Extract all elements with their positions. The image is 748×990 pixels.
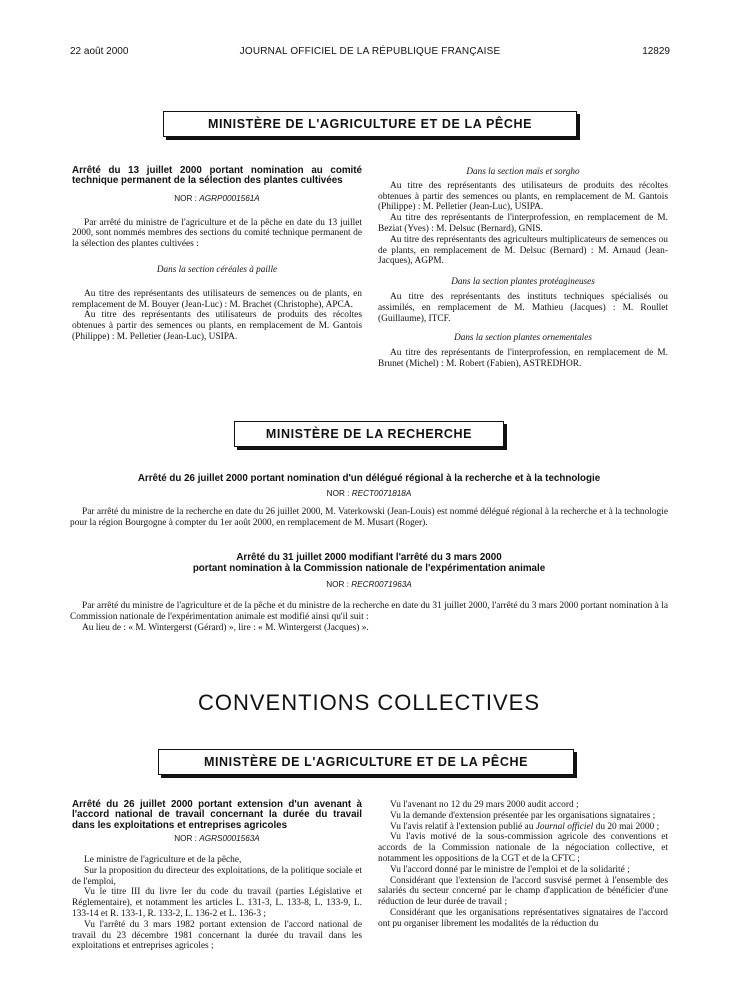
ministry-heading-agriculture: [163, 111, 577, 137]
paragraph: Considérant que les organisations représentatives signataires de l'accord ont pu organiser librement les modalités de la réduction du: [378, 907, 668, 929]
article-title: [70, 552, 668, 574]
article-title: Arrêté du 26 juillet 2000 portant extension d'un avenant à l'accord national de travail concernant la durée du travail dans les exploitations et entreprises agricoles: [72, 799, 362, 831]
section-title: Dans la section maïs et sorgho: [466, 166, 580, 176]
paragraph: Vu l'accord donné par le ministre de l'emploi et de la solidarité ;: [390, 864, 630, 875]
article-title-line: portant nomination à la Commission nationale de l'expérimentation animale: [192, 563, 546, 574]
paragraph: Au lieu de : « M. Wintergerst (Gérard) », lire : « M. Wintergerst (Jacques) ».: [82, 622, 369, 633]
article-intro: Par arrêté du ministre de l'agriculture et de la pêche en date du 13 juillet 2000, sont nommés membres des sections du comité technique permanent de la sélection des plantes cultivées :: [72, 217, 362, 250]
section-title: Dans la section céréales à paille: [156, 264, 278, 274]
paragraph: Vu l'arrêté du 3 mars 1982 portant extension de l'accord national de travail du 23 décembre 1981 concernant la durée du travail dans les exploitations et entreprises agricoles ;: [72, 919, 362, 952]
paragraph: Vu l'avis relatif à l'extension publié au Journal officiel du 20 mai 2000 ;: [390, 821, 660, 832]
paragraph: Au titre des représentants des utilisateurs de semences ou de plants, en remplacement de M. Bouyer (Jean-Luc) : M. Brachet (Christophe), APCA.: [72, 288, 362, 310]
paragraph: Au titre des représentants de l'interprofession, en remplacement de M. Beziat (Yves) : M. Delsuc (Bernard), GNIS.: [378, 213, 668, 234]
article-title-line: Arrêté du 31 juillet 2000 modifiant l'arrêté du 3 mars 2000: [236, 552, 502, 563]
section-title: Dans la section plantes ornementales: [454, 332, 592, 343]
article-title: Arrêté du 26 juillet 2000 portant nomination d'un délégué régional à la recherche et à la technologie: [137, 473, 601, 484]
paragraph: Au titre des représentants des instituts techniques spécialisés ou assimilés, en remplacement de M. Mathieu (Jacques) : M. Roullet (Guillaume), ITCF.: [378, 291, 668, 324]
paragraph: Considérant que l'extension de l'accord susvisé permet à l'ensemble des salariés du secteur concerné par le champ d'application de bénéficier d'une réduction de leur durée de travail ;: [378, 875, 668, 908]
nor-reference: NOR : RECR0071963A: [326, 580, 412, 589]
ministry-heading-recherche: [234, 421, 504, 447]
publication-date: 22 août 2000: [70, 46, 129, 57]
paragraph: Le ministre de l'agriculture et de la pêche,: [84, 855, 242, 866]
article-right-column: [378, 800, 668, 930]
paragraph: Vu la demande d'extension présentée par les organisations signataires ;: [390, 810, 656, 821]
section-heading: CONVENTIONS COLLECTIVES: [197, 690, 541, 715]
ministry-heading-agriculture: [158, 749, 574, 775]
section-title: Dans la section plantes protéagineuses: [451, 276, 595, 287]
paragraph: Par arrêté du ministre de la recherche en date du 26 juillet 2000, M. Vaterkowski (Jean-Louis) est nommé délégué régional à la recherche et à la technologie pour la région Bourgogne à compter du 1er août 2000, en remplacement de M. Musart (Roger).: [70, 507, 668, 528]
article-left-column: [72, 166, 362, 343]
nor-reference: NOR : AGRP0001561A: [174, 193, 260, 203]
paragraph: Sur la proposition du directeur des exploitations, de la politique sociale et de l'emploi,: [72, 865, 362, 887]
paragraph: Par arrêté du ministre de l'agriculture et de la pêche et du ministre de la recherche en date du 31 juillet 2000, l'arrêté du 3 mars 2000 portant nomination à la Commission nationale de l'expérimentation animale est modifié ainsi qu'il suit :: [70, 601, 668, 622]
nor-reference: NOR : RECT0071818A: [326, 489, 412, 498]
paragraph: Vu l'avis motivé de la sous-commission agricole des conventions et accords de la Commission nationale de la négociation collective, et notamment les oppositions de la CGT et de la CFTC ;: [378, 832, 668, 864]
paragraph: Au titre des représentants des agriculteurs multiplicateurs de semences ou de plants, en remplacement de M. Delsuc (Bernard) : M. Arnaud (Jean-Jacques), AGPM.: [378, 234, 668, 267]
page-number: 12829: [642, 46, 670, 57]
paragraph: Au titre des représentants des utilisateurs de produits des récoltes obtenues à partir des semences ou plants, en remplacement de M. Gantois (Philippe) : M. Pelletier (Jean-Luc), USIPA.: [378, 180, 668, 213]
article-right-column: [378, 166, 668, 370]
article-left-column: [72, 800, 362, 952]
paragraph: Au titre des représentants des utilisateurs de produits des récoltes obtenues à partir des semences ou plants, en remplacement de M. Gantois (Philippe) : M. Pelletier (Jean-Luc), USIPA.: [72, 310, 362, 342]
article-body: [70, 507, 668, 529]
ministry-heading-text: MINISTÈRE DE L'AGRICULTURE ET DE LA PÊCHE: [203, 755, 529, 769]
paragraph: Au titre des représentants de l'interprofession, en remplacement de M. Brunet (Michel) : M. Robert (Fabien), ASTREDHOR.: [378, 348, 668, 369]
journal-title: JOURNAL OFFICIEL DE LA RÉPUBLIQUE FRANÇAISE: [239, 46, 501, 57]
nor-reference: NOR : AGRS0001563A: [174, 834, 260, 844]
article-body: [70, 601, 668, 633]
ministry-heading-text: MINISTÈRE DE L'AGRICULTURE ET DE LA PÊCHE: [207, 117, 533, 131]
article-title: Arrêté du 13 juillet 2000 portant nomination au comité technique permanent de la sélection des plantes cultivées: [72, 165, 362, 187]
ministry-heading-text: MINISTÈRE DE LA RECHERCHE: [265, 427, 473, 441]
paragraph: Vu l'avenant no 12 du 29 mars 2000 audit accord ;: [390, 800, 579, 810]
paragraph: Vu le titre III du livre Ier du code du travail (parties Législative et Réglementaire), et notamment les articles L. 131-3, L. 133-8, L. 133-9, L. 133-14 et R. 133-1, R. 133-2, L. 136-2 et L. 136-3 ;: [72, 887, 362, 919]
